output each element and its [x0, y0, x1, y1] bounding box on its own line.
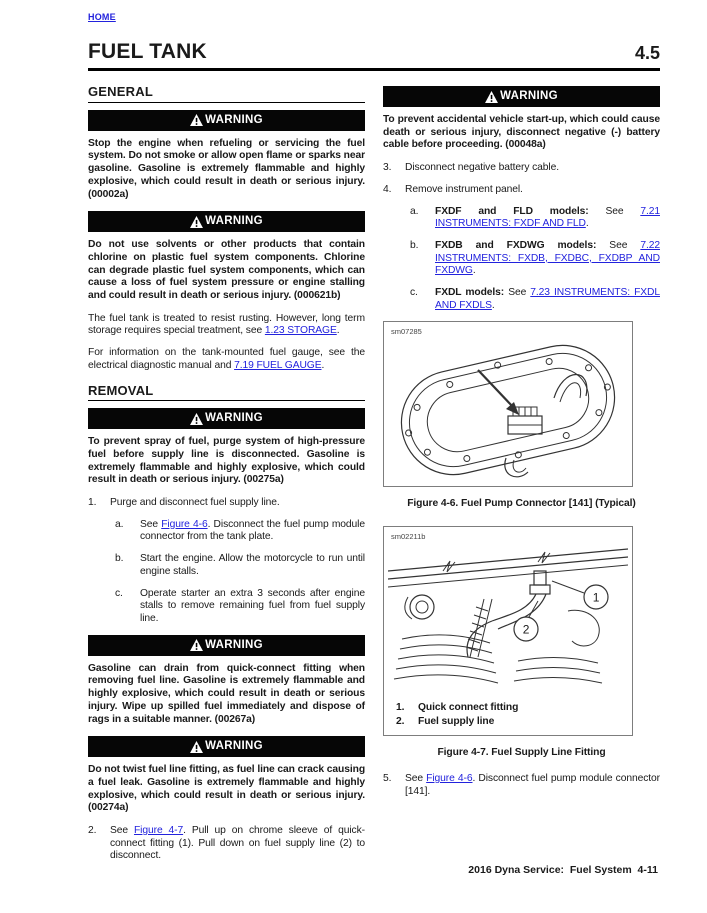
step-text: Remove instrument panel. — [405, 183, 523, 195]
instruments-7-21-link[interactable]: 7.21 INSTRUMENTS: FXDF AND FLD — [435, 205, 660, 230]
warning-banner — [383, 86, 660, 107]
warning-text: Stop the engine when refueling or servicing the fuel system. Do not smoke or allow open flame or sparks near gasoline. Gasoline is extremely flammable and highly explosive, which could result in death or serious injury. (00002a) — [88, 137, 365, 200]
substep-text-pre: See — [140, 518, 162, 530]
step-4c — [410, 287, 660, 312]
substep-text: Start the engine. Allow the motorcycle to run until engine stalls. — [140, 553, 365, 577]
step-1c — [115, 588, 365, 626]
step-4 — [383, 184, 660, 197]
figure-4-7-caption: Figure 4-7. Fuel Supply Line Fitting — [437, 747, 606, 759]
warning-text: To prevent accidental vehicle start-up, which could cause death or serious injury, disconnect negative (-) battery cable before proceeding. (00048a) — [383, 114, 660, 151]
substep-text — [140, 519, 365, 544]
warning-banner-label: WARNING — [205, 740, 263, 753]
step-text — [110, 825, 365, 863]
figure-4-6-link[interactable]: Figure 4-6 — [426, 772, 473, 784]
heading-general: GENERAL — [88, 86, 365, 103]
callout-1: 1 — [592, 590, 600, 605]
instruments-7-23-link[interactable]: 7.23 INSTRUMENTS: FXDL AND FXDLS — [435, 287, 660, 311]
warning-banner-label: WARNING — [205, 113, 263, 126]
paragraph-fuel-gauge — [88, 347, 365, 372]
substep-letter: b. — [115, 553, 124, 565]
callout-2: 2 — [522, 622, 530, 637]
paragraph-storage — [88, 313, 365, 338]
warning-triangle-icon — [190, 114, 203, 126]
step-text: Disconnect negative battery cable. — [405, 162, 560, 174]
figure-4-7-link[interactable]: Figure 4-7 — [133, 825, 184, 837]
figure-4-7-box — [383, 526, 633, 736]
warning-banner — [88, 736, 365, 757]
step-1a — [115, 519, 365, 544]
step-4b — [410, 240, 660, 278]
warning-banner — [88, 408, 365, 429]
warning-text: Do not use solvents or other products that contain chlorine on plastic fuel system components. Chlorine can degrade plastic fuel system components, which can cause a loss of fuel system pressure or engine stalling and could result in death or serious injury. (000621b) — [88, 239, 365, 302]
step-5 — [383, 773, 660, 798]
storage-link[interactable]: 1.23 STORAGE — [264, 325, 337, 337]
substep-text-mid: See — [596, 239, 641, 251]
step-text: Purge and disconnect fuel supply line. — [110, 497, 280, 509]
substep-text — [435, 240, 660, 278]
section-number: 4.5 — [634, 43, 660, 63]
right-column — [383, 86, 660, 807]
model-name: FXDL models: — [435, 287, 505, 299]
figure-source-code: sm02211b — [391, 532, 426, 542]
substep-text-post: . — [491, 299, 495, 311]
warning-triangle-icon — [190, 413, 203, 425]
step-number: 3. — [383, 162, 392, 174]
warning-banner-label: WARNING — [205, 412, 263, 425]
substep-text-post: . — [472, 265, 476, 277]
step-text — [405, 773, 660, 798]
paragraph-text: . — [321, 359, 325, 371]
legend-text: Fuel supply line — [418, 716, 495, 728]
step-number: 1. — [88, 497, 97, 509]
paragraph-text: . — [336, 325, 340, 337]
figure-4-6-box — [383, 321, 633, 487]
substep-letter: a. — [410, 205, 419, 217]
warning-banner-label: WARNING — [205, 215, 263, 228]
warning-text: Do not twist fuel line fitting, as fuel line can crack causing a fuel leak. Gasoline is extremely flammable and highly explosive, which could result in death or serious injury. (00274a) — [88, 764, 366, 814]
step-text-pre: See — [110, 825, 134, 837]
step-number: 4. — [383, 183, 392, 195]
step-1 — [88, 497, 365, 510]
figure-legend — [384, 701, 632, 735]
warning-banner-label: WARNING — [205, 638, 263, 651]
page-footer: 2016 Dyna Service: Fuel System 4-11 — [468, 864, 658, 876]
home-link[interactable]: HOME — [88, 12, 116, 22]
figure-4-6-caption: Figure 4-6. Fuel Pump Connector [141] (Typical) — [407, 498, 636, 510]
warning-text: To prevent spray of fuel, purge system of high-pressure fuel before supply line is disconnected. Gasoline is extremely flammable and highly explosive, which could result in death or serious injury. (00275a) — [88, 436, 365, 486]
paragraph-text: The fuel tank is treated to resist rusting. However, long term storage requires special treatment, see — [88, 312, 365, 337]
substep-letter: c. — [410, 287, 418, 299]
model-name: FXDB and FXDWG models: — [435, 239, 597, 251]
heading-removal: REMOVAL — [88, 385, 365, 402]
step-number: 5. — [383, 772, 392, 784]
step-4a — [410, 206, 660, 231]
warning-triangle-icon — [190, 639, 203, 651]
warning-banner-label: WARNING — [500, 90, 558, 103]
substep-letter: a. — [115, 518, 124, 530]
warning-text: Gasoline can drain from quick-connect fitting when removing fuel line. Gasoline is extremely flammable and highly explosive, which could result in death or serious injury. Wipe up spilled fuel immediately and dispose of rags in a suitable manner. (00267a) — [88, 662, 365, 725]
step-2 — [88, 825, 365, 863]
warning-banner — [88, 211, 365, 232]
substep-text-mid: See — [504, 287, 531, 299]
substep-text-post: . — [585, 218, 589, 230]
page-title: FUEL TANK — [88, 40, 207, 63]
substep-text — [435, 206, 660, 231]
paragraph-text: For information on the tank-mounted fuel gauge, see the electrical diagnostic manual and — [88, 347, 365, 371]
step-text-pre: See — [405, 772, 427, 784]
warning-banner — [88, 635, 365, 656]
title-rule — [88, 68, 660, 71]
warning-triangle-icon — [190, 741, 203, 753]
warning-triangle-icon — [485, 91, 498, 103]
substep-text-post: . Disconnect the fuel pump module connector from the tank plate. — [140, 518, 365, 543]
legend-item — [396, 715, 624, 729]
substep-letter: b. — [410, 239, 419, 251]
left-column — [88, 86, 365, 872]
step-1b — [115, 553, 365, 578]
fuel-pump-connector-figure — [388, 336, 628, 484]
substep-text — [435, 287, 660, 312]
fuel-gauge-link[interactable]: 7.19 FUEL GAUGE — [234, 359, 322, 371]
legend-item — [396, 701, 624, 715]
model-name: FXDF and FLD models: — [435, 205, 589, 217]
step-number: 2. — [88, 825, 97, 837]
figure-source-code: sm07285 — [391, 327, 422, 337]
step-text-post: . Disconnect fuel pump module connector [141]. — [405, 772, 660, 797]
figure-4-6-link[interactable]: Figure 4-6 — [161, 518, 208, 530]
warning-triangle-icon — [190, 216, 203, 228]
legend-number: 1. — [396, 702, 405, 714]
warning-banner — [88, 110, 365, 131]
substep-text: Operate starter an extra 3 seconds after engine stalls to remove remaining fuel from fuel supply line. — [140, 587, 365, 624]
substep-text-mid: See — [588, 205, 641, 217]
instruments-7-22-link[interactable]: 7.22 INSTRUMENTS: FXDB, FXDBC, FXDBP AND FXDWG — [435, 239, 660, 277]
legend-text: Quick connect fitting — [418, 702, 519, 714]
step-3 — [383, 162, 660, 175]
fuel-supply-line-figure — [388, 541, 628, 699]
substep-letter: c. — [115, 587, 123, 599]
legend-number: 2. — [396, 716, 405, 728]
step-text-post: . Pull up on chrome sleeve of quick-connect fitting (1). Pull down on fuel supply line (2) to disconnect. — [110, 825, 365, 862]
